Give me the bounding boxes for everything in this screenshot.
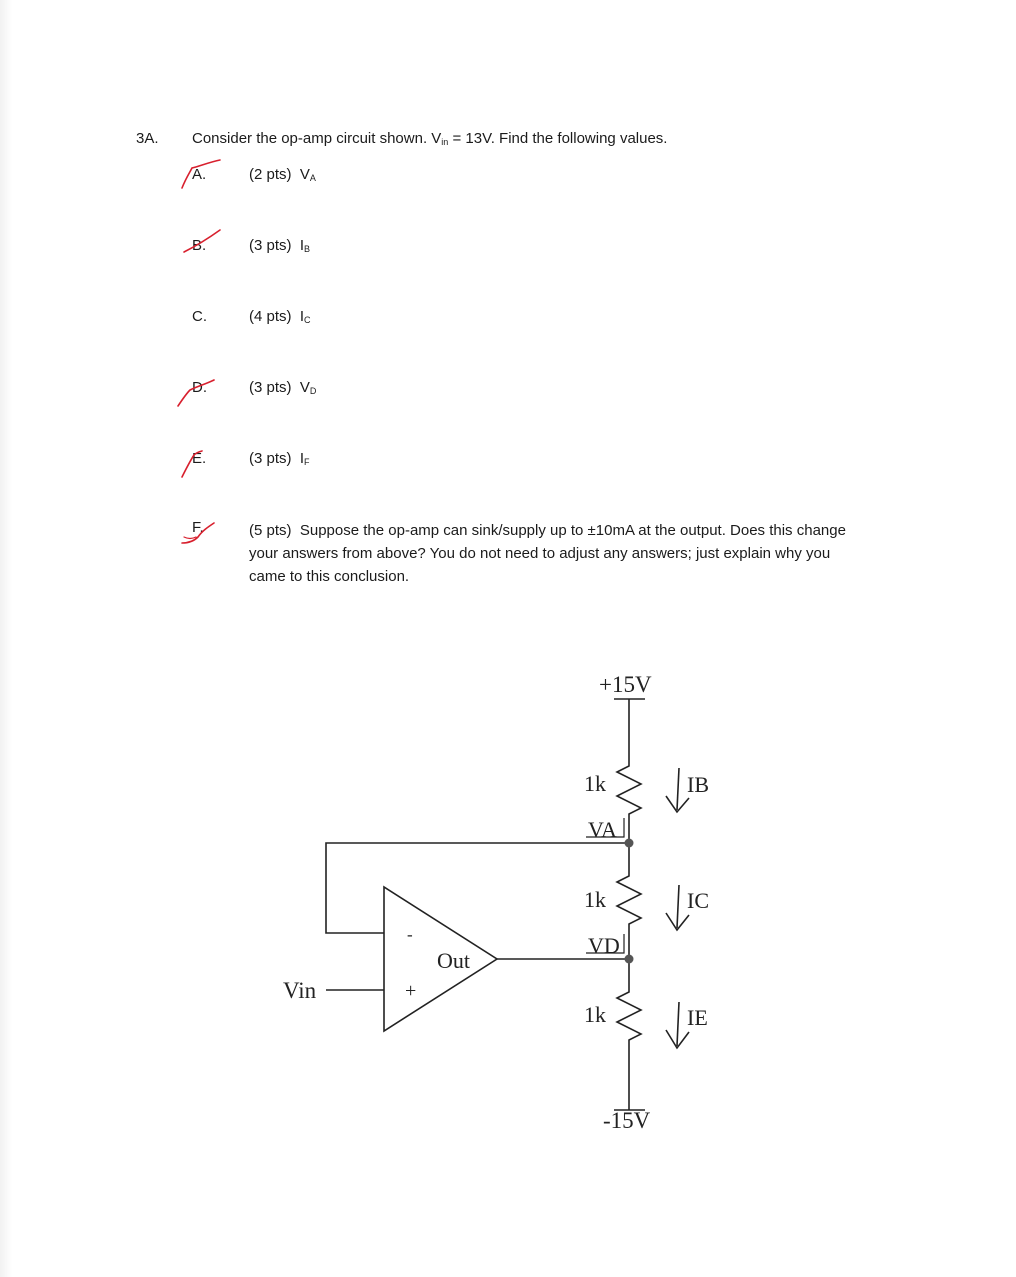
resistor-r2 <box>617 841 641 958</box>
question-f-letter: F. <box>192 519 204 536</box>
vin-label: Vin <box>283 978 317 1003</box>
r1-label: 1k <box>584 771 606 796</box>
supply-negative-label: -15V <box>603 1108 651 1133</box>
question-f-text: (5 pts) Suppose the op-amp can sink/supply up to ±10mA at the output. Does this change your answers from above? You do not need to adjust any answers; just explain why you came to this conclusion. <box>249 522 846 585</box>
opamp-minus-label: - <box>407 925 413 944</box>
problem-number: 3A. <box>136 130 159 147</box>
arrow-ic <box>666 885 689 930</box>
node-d-dot <box>625 955 634 964</box>
current-ic-label: IC <box>687 888 709 913</box>
opamp-out-label: Out <box>437 948 470 973</box>
question-d-text: (3 pts) $V_D$ <box>249 379 317 396</box>
node-d-label: VD <box>588 933 620 958</box>
question-d-letter: D. <box>192 379 207 396</box>
question-c-letter: C. <box>192 308 207 325</box>
r3-label: 1k <box>584 1002 606 1027</box>
question-e-letter: E. <box>192 450 207 467</box>
question-c-text: (4 pts) $I_C$ <box>249 308 311 325</box>
opamp-plus-label: + <box>405 980 417 1002</box>
question-b-letter: B. <box>192 237 207 254</box>
node-a-label: VA <box>588 817 617 842</box>
supply-positive-label: +15V <box>599 672 652 697</box>
arrow-ie <box>666 1002 689 1048</box>
question-a-text: (2 pts) $V_A$ <box>249 166 316 183</box>
question-a-letter: A. <box>192 166 207 183</box>
question-b-text: (3 pts) $I_B$ <box>249 237 311 254</box>
arrow-ib <box>666 768 689 812</box>
resistor-r1 <box>617 760 641 841</box>
current-ie-label: IE <box>687 1005 708 1030</box>
current-ib-label: IB <box>687 772 709 797</box>
r2-label: 1k <box>584 887 606 912</box>
question-e-text: (3 pts) $I_F$ <box>249 450 310 467</box>
problem-intro: Consider the op-amp circuit shown. $V_{in} = 13V$. Find the following values. <box>192 130 668 147</box>
resistor-r3 <box>617 958 641 1110</box>
node-a-dot <box>625 839 634 848</box>
